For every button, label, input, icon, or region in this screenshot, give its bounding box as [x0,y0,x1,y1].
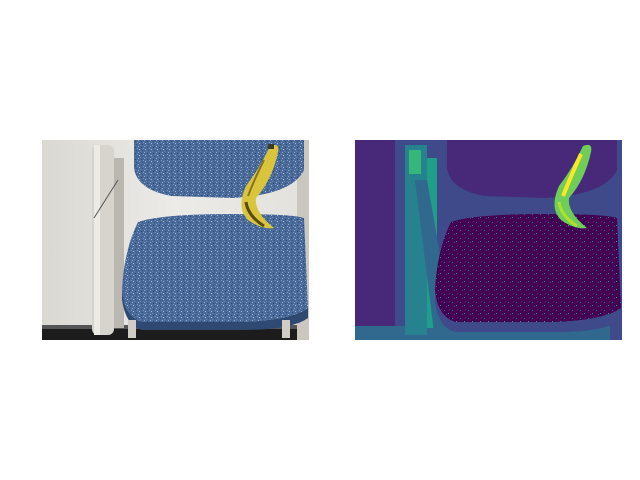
chair-leg [128,320,136,338]
chair-leg [282,320,290,338]
original-photo [42,140,309,340]
chair-post-highlight [94,145,100,335]
banana-stem [268,144,274,149]
viridis-map [355,140,622,340]
original-photo-panel [42,140,309,340]
chair-seat [122,214,308,322]
map-backrest [447,140,617,198]
map-wall-left [355,140,395,340]
map-seat [435,214,621,322]
viridis-map-panel [355,140,622,340]
map-post-highlight [409,150,421,174]
chair-backrest [134,140,304,198]
